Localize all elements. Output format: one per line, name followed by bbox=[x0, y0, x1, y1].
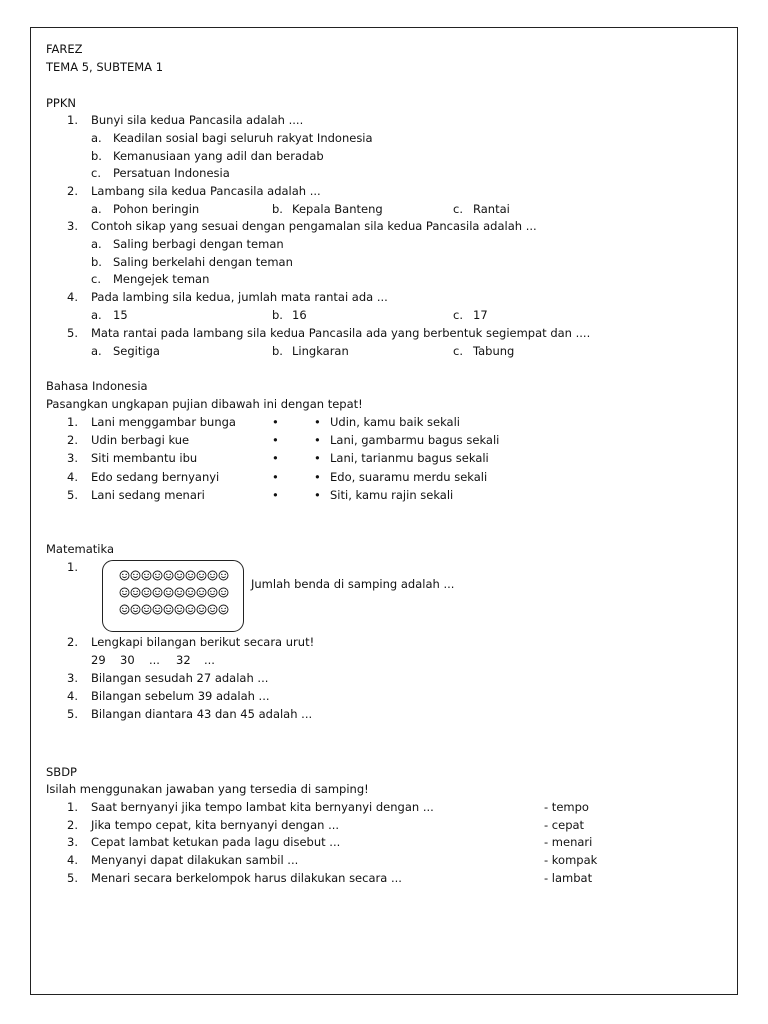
match-left-item: Edo sedang bernyanyi bbox=[91, 470, 220, 484]
smiley-icon bbox=[207, 570, 218, 581]
smiley-icon bbox=[152, 570, 163, 581]
match-dot-right[interactable]: • bbox=[314, 433, 321, 447]
match-right-item: Siti, kamu rajin sekali bbox=[330, 488, 454, 502]
match-left-item: Siti membantu ibu bbox=[91, 451, 198, 465]
smiley-icon bbox=[174, 604, 185, 615]
match-right-item: Udin, kamu baik sekali bbox=[330, 415, 460, 429]
smiley-icon bbox=[141, 587, 152, 598]
smiley-icon bbox=[196, 587, 207, 598]
match-dot-left[interactable]: • bbox=[272, 488, 279, 502]
question-text: Bunyi sila kedua Pancasila adalah .... bbox=[91, 113, 304, 127]
question-number: 5. bbox=[67, 707, 78, 721]
match-dot-right[interactable]: • bbox=[314, 451, 321, 465]
option-letter: b. bbox=[272, 202, 283, 216]
match-dot-right[interactable]: • bbox=[314, 470, 321, 484]
question-text: Contoh sikap yang sesuai dengan pengamalan sila kedua Pancasila adalah ... bbox=[91, 219, 537, 233]
match-dot-left[interactable]: • bbox=[272, 451, 279, 465]
question-text: Jumlah benda di samping adalah ... bbox=[251, 577, 455, 591]
question-text: Mata rantai pada lambang sila kedua Pancasila ada yang berbentuk segiempat dan .... bbox=[91, 326, 591, 340]
option-letter: c. bbox=[453, 202, 463, 216]
smiley-icon bbox=[119, 570, 130, 581]
option-text: 16 bbox=[292, 308, 307, 322]
section-instruction: Isilah menggunakan jawaban yang tersedia di samping! bbox=[46, 782, 369, 796]
question-text: Lengkapi bilangan berikut secara urut! bbox=[91, 635, 315, 649]
smiley-icon bbox=[119, 604, 130, 615]
smiley-icon bbox=[130, 570, 141, 581]
section-title-bahasa: Bahasa Indonesia bbox=[46, 379, 148, 393]
option-letter: a. bbox=[91, 344, 102, 358]
option-text: Persatuan Indonesia bbox=[113, 166, 230, 180]
match-dot-right[interactable]: • bbox=[314, 488, 321, 502]
smiley-icon bbox=[196, 570, 207, 581]
option-text: Saling berkelahi dengan teman bbox=[113, 255, 293, 269]
sequence-number: 30 bbox=[120, 653, 135, 667]
question-text: Cepat lambat ketukan pada lagu disebut ... bbox=[91, 835, 341, 849]
option-letter: b. bbox=[91, 255, 102, 269]
question-text: Pada lambing sila kedua, jumlah mata rantai ada ... bbox=[91, 290, 388, 304]
option-text: 15 bbox=[113, 308, 128, 322]
smiley-icon bbox=[174, 570, 185, 581]
question-text: Menyanyi dapat dilakukan sambil ... bbox=[91, 853, 299, 867]
question-number: 4. bbox=[67, 689, 78, 703]
option-letter: a. bbox=[91, 131, 102, 145]
question-text: Jika tempo cepat, kita bernyanyi dengan ... bbox=[91, 818, 340, 832]
answer-choice: - kompak bbox=[544, 853, 598, 867]
match-right-item: Lani, gambarmu bagus sekali bbox=[330, 433, 500, 447]
question-number: 2. bbox=[67, 184, 78, 198]
question-text: Bilangan diantara 43 dan 45 adalah ... bbox=[91, 707, 313, 721]
question-text: Bilangan sesudah 27 adalah ... bbox=[91, 671, 269, 685]
match-left-item: Udin berbagi kue bbox=[91, 433, 190, 447]
row-number: 2. bbox=[67, 818, 78, 832]
match-dot-left[interactable]: • bbox=[272, 415, 279, 429]
smiley-row bbox=[119, 604, 229, 615]
question-number: 5. bbox=[67, 326, 78, 340]
smiley-row bbox=[119, 587, 229, 598]
answer-choice: - menari bbox=[544, 835, 593, 849]
row-number: 3. bbox=[67, 835, 78, 849]
option-text: Mengejek teman bbox=[113, 272, 210, 286]
row-number: 4. bbox=[67, 853, 78, 867]
student-name: FAREZ bbox=[46, 42, 83, 56]
smiley-icon bbox=[141, 604, 152, 615]
question-number: 3. bbox=[67, 671, 78, 685]
question-text: Lambang sila kedua Pancasila adalah ... bbox=[91, 184, 321, 198]
option-letter: c. bbox=[91, 166, 101, 180]
match-dot-right[interactable]: • bbox=[314, 415, 321, 429]
row-number: 5. bbox=[67, 871, 78, 885]
option-text: Tabung bbox=[473, 344, 515, 358]
option-letter: b. bbox=[272, 344, 283, 358]
row-number: 1. bbox=[67, 415, 78, 429]
match-dot-left[interactable]: • bbox=[272, 433, 279, 447]
row-number: 3. bbox=[67, 451, 78, 465]
match-left-item: Lani menggambar bunga bbox=[91, 415, 236, 429]
smiley-icon bbox=[152, 604, 163, 615]
section-title-matematika: Matematika bbox=[46, 542, 115, 556]
smiley-icon bbox=[207, 604, 218, 615]
section-instruction: Pasangkan ungkapan pujian dibawah ini dengan tepat! bbox=[46, 397, 363, 411]
option-letter: c. bbox=[453, 344, 463, 358]
option-letter: b. bbox=[272, 308, 283, 322]
match-dot-left[interactable]: • bbox=[272, 470, 279, 484]
option-letter: a. bbox=[91, 202, 102, 216]
smiley-icon bbox=[185, 570, 196, 581]
smiley-icon bbox=[174, 587, 185, 598]
match-right-item: Lani, tarianmu bagus sekali bbox=[330, 451, 489, 465]
section-title-ppkn: PPKN bbox=[46, 96, 77, 110]
option-text: Kepala Banteng bbox=[292, 202, 383, 216]
option-text: Keadilan sosial bagi seluruh rakyat Indonesia bbox=[113, 131, 373, 145]
question-text: Bilangan sebelum 39 adalah ... bbox=[91, 689, 270, 703]
option-text: Lingkaran bbox=[292, 344, 349, 358]
question-text: Saat bernyanyi jika tempo lambat kita bernyanyi dengan ... bbox=[91, 800, 434, 814]
smiley-row bbox=[119, 570, 229, 581]
smiley-icon bbox=[196, 604, 207, 615]
smiley-icon bbox=[218, 570, 229, 581]
option-text: Saling berbagi dengan teman bbox=[113, 237, 284, 251]
smiley-icon bbox=[185, 604, 196, 615]
row-number: 1. bbox=[67, 800, 78, 814]
option-letter: c. bbox=[453, 308, 463, 322]
question-number: 1. bbox=[67, 113, 78, 127]
smiley-icon bbox=[218, 604, 229, 615]
smiley-icon bbox=[152, 587, 163, 598]
section-title-sbdp: SBDP bbox=[46, 765, 77, 779]
row-number: 4. bbox=[67, 470, 78, 484]
option-text: Kemanusiaan yang adil dan beradab bbox=[113, 149, 324, 163]
row-number: 5. bbox=[67, 488, 78, 502]
answer-choice: - lambat bbox=[544, 871, 593, 885]
option-text: Pohon beringin bbox=[113, 202, 200, 216]
option-letter: c. bbox=[91, 272, 101, 286]
smiley-icon bbox=[130, 587, 141, 598]
question-number: 3. bbox=[67, 219, 78, 233]
sequence-number: 29 bbox=[91, 653, 106, 667]
smiley-icon bbox=[163, 570, 174, 581]
smiley-icon bbox=[185, 587, 196, 598]
answer-choice: - cepat bbox=[544, 818, 585, 832]
question-number: 1. bbox=[67, 560, 78, 574]
answer-choice: - tempo bbox=[544, 800, 589, 814]
option-text: 17 bbox=[473, 308, 488, 322]
smiley-icon bbox=[218, 587, 229, 598]
option-text: Rantai bbox=[473, 202, 510, 216]
match-right-item: Edo, suaramu merdu sekali bbox=[330, 470, 488, 484]
sequence-blank: ... bbox=[204, 653, 215, 667]
theme-label: TEMA 5, SUBTEMA 1 bbox=[46, 60, 164, 74]
question-number: 2. bbox=[67, 635, 78, 649]
option-letter: a. bbox=[91, 308, 102, 322]
sequence-number: 32 bbox=[176, 653, 191, 667]
smiley-icon bbox=[130, 604, 141, 615]
smiley-icon bbox=[163, 587, 174, 598]
smiley-icon bbox=[119, 587, 130, 598]
match-left-item: Lani sedang menari bbox=[91, 488, 205, 502]
question-text: Menari secara berkelompok harus dilakukan secara ... bbox=[91, 871, 402, 885]
option-text: Segitiga bbox=[113, 344, 160, 358]
smiley-icon bbox=[163, 604, 174, 615]
option-letter: b. bbox=[91, 149, 102, 163]
smiley-icon bbox=[141, 570, 152, 581]
option-letter: a. bbox=[91, 237, 102, 251]
row-number: 2. bbox=[67, 433, 78, 447]
smiley-icon bbox=[207, 587, 218, 598]
question-number: 4. bbox=[67, 290, 78, 304]
sequence-blank: ... bbox=[149, 653, 160, 667]
